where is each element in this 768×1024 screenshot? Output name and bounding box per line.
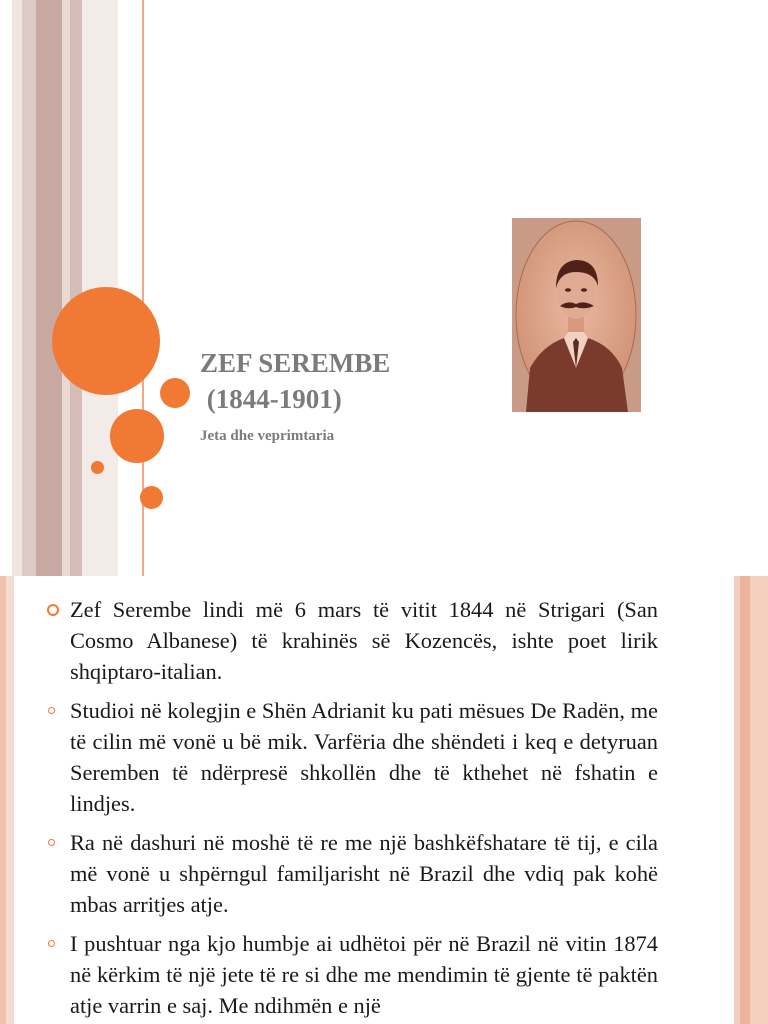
decor-circle-medium xyxy=(110,409,164,463)
bullet-text: Studioi në kolegjin e Shën Adrianit ku pati mësues De Radën, me të cilin më vonë u bë mik. Varfëria dhe shëndeti i keq e detyruan Seremben të ndërpresë shkollën dhe të kthehet në fshatin e lindjes. xyxy=(70,698,658,816)
list-item xyxy=(46,827,658,920)
content-slide xyxy=(0,576,768,1024)
bullet-circle-icon xyxy=(48,839,55,846)
decor-stripe xyxy=(70,0,82,576)
portrait-photo-icon xyxy=(512,218,641,412)
decor-stripe xyxy=(740,576,750,1024)
decor-stripe xyxy=(36,0,62,576)
list-item xyxy=(46,928,658,1021)
bullet-circle-icon xyxy=(48,707,55,714)
slide-subtitle: Jeta dhe veprimtaria xyxy=(200,428,335,444)
decor-circle-tiny xyxy=(91,461,104,474)
bullet-text: Zef Serembe lindi më 6 mars të vitit 1844 në Strigari (San Cosmo Albanese) të krahinës së Kozencës, ishte poet lirik shqiptaro-italian. xyxy=(70,597,658,684)
decor-stripe xyxy=(62,0,70,576)
slide-title: ZEF SEREMBE (1844-1901) xyxy=(200,348,391,414)
bullet-text: I pushtuar nga kjo humbje ai udhëtoi për në Brazil në vitin 1874 në kërkim të një jete të re si dhe me mendimin të gjente të paktën atje varrin e saj. Me ndihmën e një xyxy=(70,931,658,1018)
bullet-list xyxy=(46,594,658,1024)
bullet-text: Ra në dashuri në moshë të re me një bashkëfshatare të tij, e cila më vonë u shpërngul familjarisht në Brazil dhe vdiq pak kohë mbas arritjes atje. xyxy=(70,830,658,917)
list-item xyxy=(46,594,658,687)
decor-stripe xyxy=(12,0,22,576)
decor-circle-small xyxy=(160,378,190,408)
bullet-circle-icon xyxy=(48,940,55,947)
decor-stripe xyxy=(750,576,768,1024)
decor-stripe xyxy=(6,576,14,1024)
decor-circle-small xyxy=(140,486,163,509)
decor-stripe xyxy=(22,0,36,576)
decor-circle-large xyxy=(52,287,160,395)
bullet-circle-icon xyxy=(47,604,59,616)
list-item xyxy=(46,695,658,819)
